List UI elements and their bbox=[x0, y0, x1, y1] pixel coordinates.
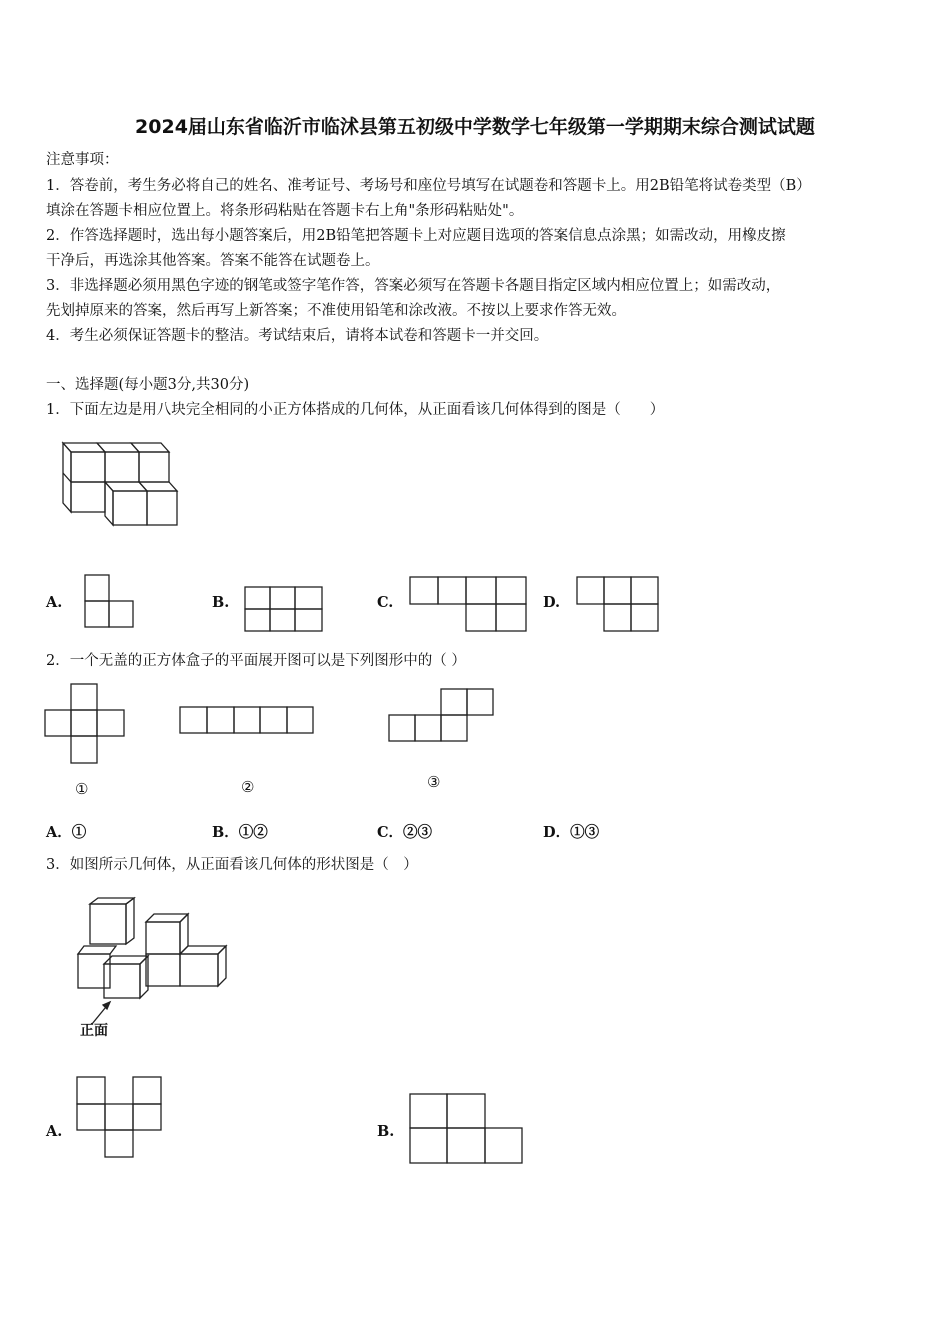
question-1-text: 1．下面左边是用八块完全相同的小正方体搭成的几何体，从正面看该几何体得到的图是（ ） bbox=[46, 402, 665, 418]
q2-figure-label-2: ② bbox=[241, 778, 255, 796]
q2-figure-label-3: ③ bbox=[427, 773, 441, 791]
q3-option-a[interactable]: A. bbox=[46, 1123, 63, 1140]
q1-option-a-figure bbox=[85, 575, 135, 629]
note-line: 先划掉原来的答案，然后再写上新答案；不准使用铅笔和涂改液。不按以上要求作答无效。 bbox=[46, 303, 626, 319]
q2-net-figure-2 bbox=[180, 707, 316, 736]
q2-option-b[interactable]: B．①② bbox=[212, 824, 268, 841]
question-3-text: 3．如图所示几何体，从正面看该几何体的形状图是（ ） bbox=[46, 857, 418, 873]
q1-option-d-figure bbox=[577, 577, 661, 633]
page-title: 2024届山东省临沂市临沭县第五初级中学数学七年级第一学期期末综合测试试题 bbox=[135, 116, 815, 138]
note-line: 2．作答选择题时，选出每小题答案后，用2B铅笔把答题卡上对应题目选项的答案信息点涂黑；如需改动，用橡皮擦 bbox=[46, 228, 786, 244]
note-line: 3．非选择题必须用黑色字迹的钢笔或签字笔作答，答案必须写在答题卡各题目指定区域内相应位置上；如需改动， bbox=[46, 278, 781, 294]
q1-option-d[interactable]: D. bbox=[543, 594, 561, 611]
note-line: 4．考生必须保证答题卡的整洁。考试结束后，请将本试卷和答题卡一并交回。 bbox=[46, 328, 549, 344]
q3-option-a-figure bbox=[77, 1077, 163, 1159]
q2-option-d[interactable]: D．①③ bbox=[543, 824, 600, 841]
q3-option-b[interactable]: B. bbox=[377, 1123, 395, 1140]
q1-solid-figure bbox=[58, 438, 183, 530]
q1-option-c-figure bbox=[410, 577, 528, 633]
q1-option-b[interactable]: B. bbox=[212, 594, 230, 611]
notes-heading: 注意事项： bbox=[46, 152, 119, 168]
note-line: 1．答卷前，考生务必将自己的姓名、准考证号、考场号和座位号填写在试题卷和答题卡上。用2B铅笔将试卷类型（B） bbox=[46, 178, 811, 194]
front-view-label: 正面 bbox=[80, 1023, 108, 1039]
q2-option-a[interactable]: A．① bbox=[46, 824, 87, 841]
q3-solid-figure bbox=[76, 898, 236, 1016]
note-line: 干净后，再选涂其他答案。答案不能答在试题卷上。 bbox=[46, 253, 380, 269]
q2-net-figure-3 bbox=[389, 689, 497, 745]
q2-net-figure-1 bbox=[45, 684, 127, 766]
question-2-text: 2．一个无盖的正方体盒子的平面展开图可以是下列图形中的（ ） bbox=[46, 653, 466, 669]
section-heading: 一、选择题(每小题3分,共30分) bbox=[46, 377, 250, 393]
q3-option-b-figure bbox=[410, 1094, 526, 1166]
q1-option-a[interactable]: A. bbox=[46, 594, 63, 611]
q2-figure-label-1: ① bbox=[75, 780, 89, 798]
q2-option-c[interactable]: C．②③ bbox=[377, 824, 433, 841]
note-line: 填涂在答题卡相应位置上。将条形码粘贴在答题卡右上角"条形码粘贴处"。 bbox=[46, 203, 524, 219]
q1-option-b-figure bbox=[245, 587, 325, 633]
q1-option-c[interactable]: C. bbox=[377, 594, 394, 611]
